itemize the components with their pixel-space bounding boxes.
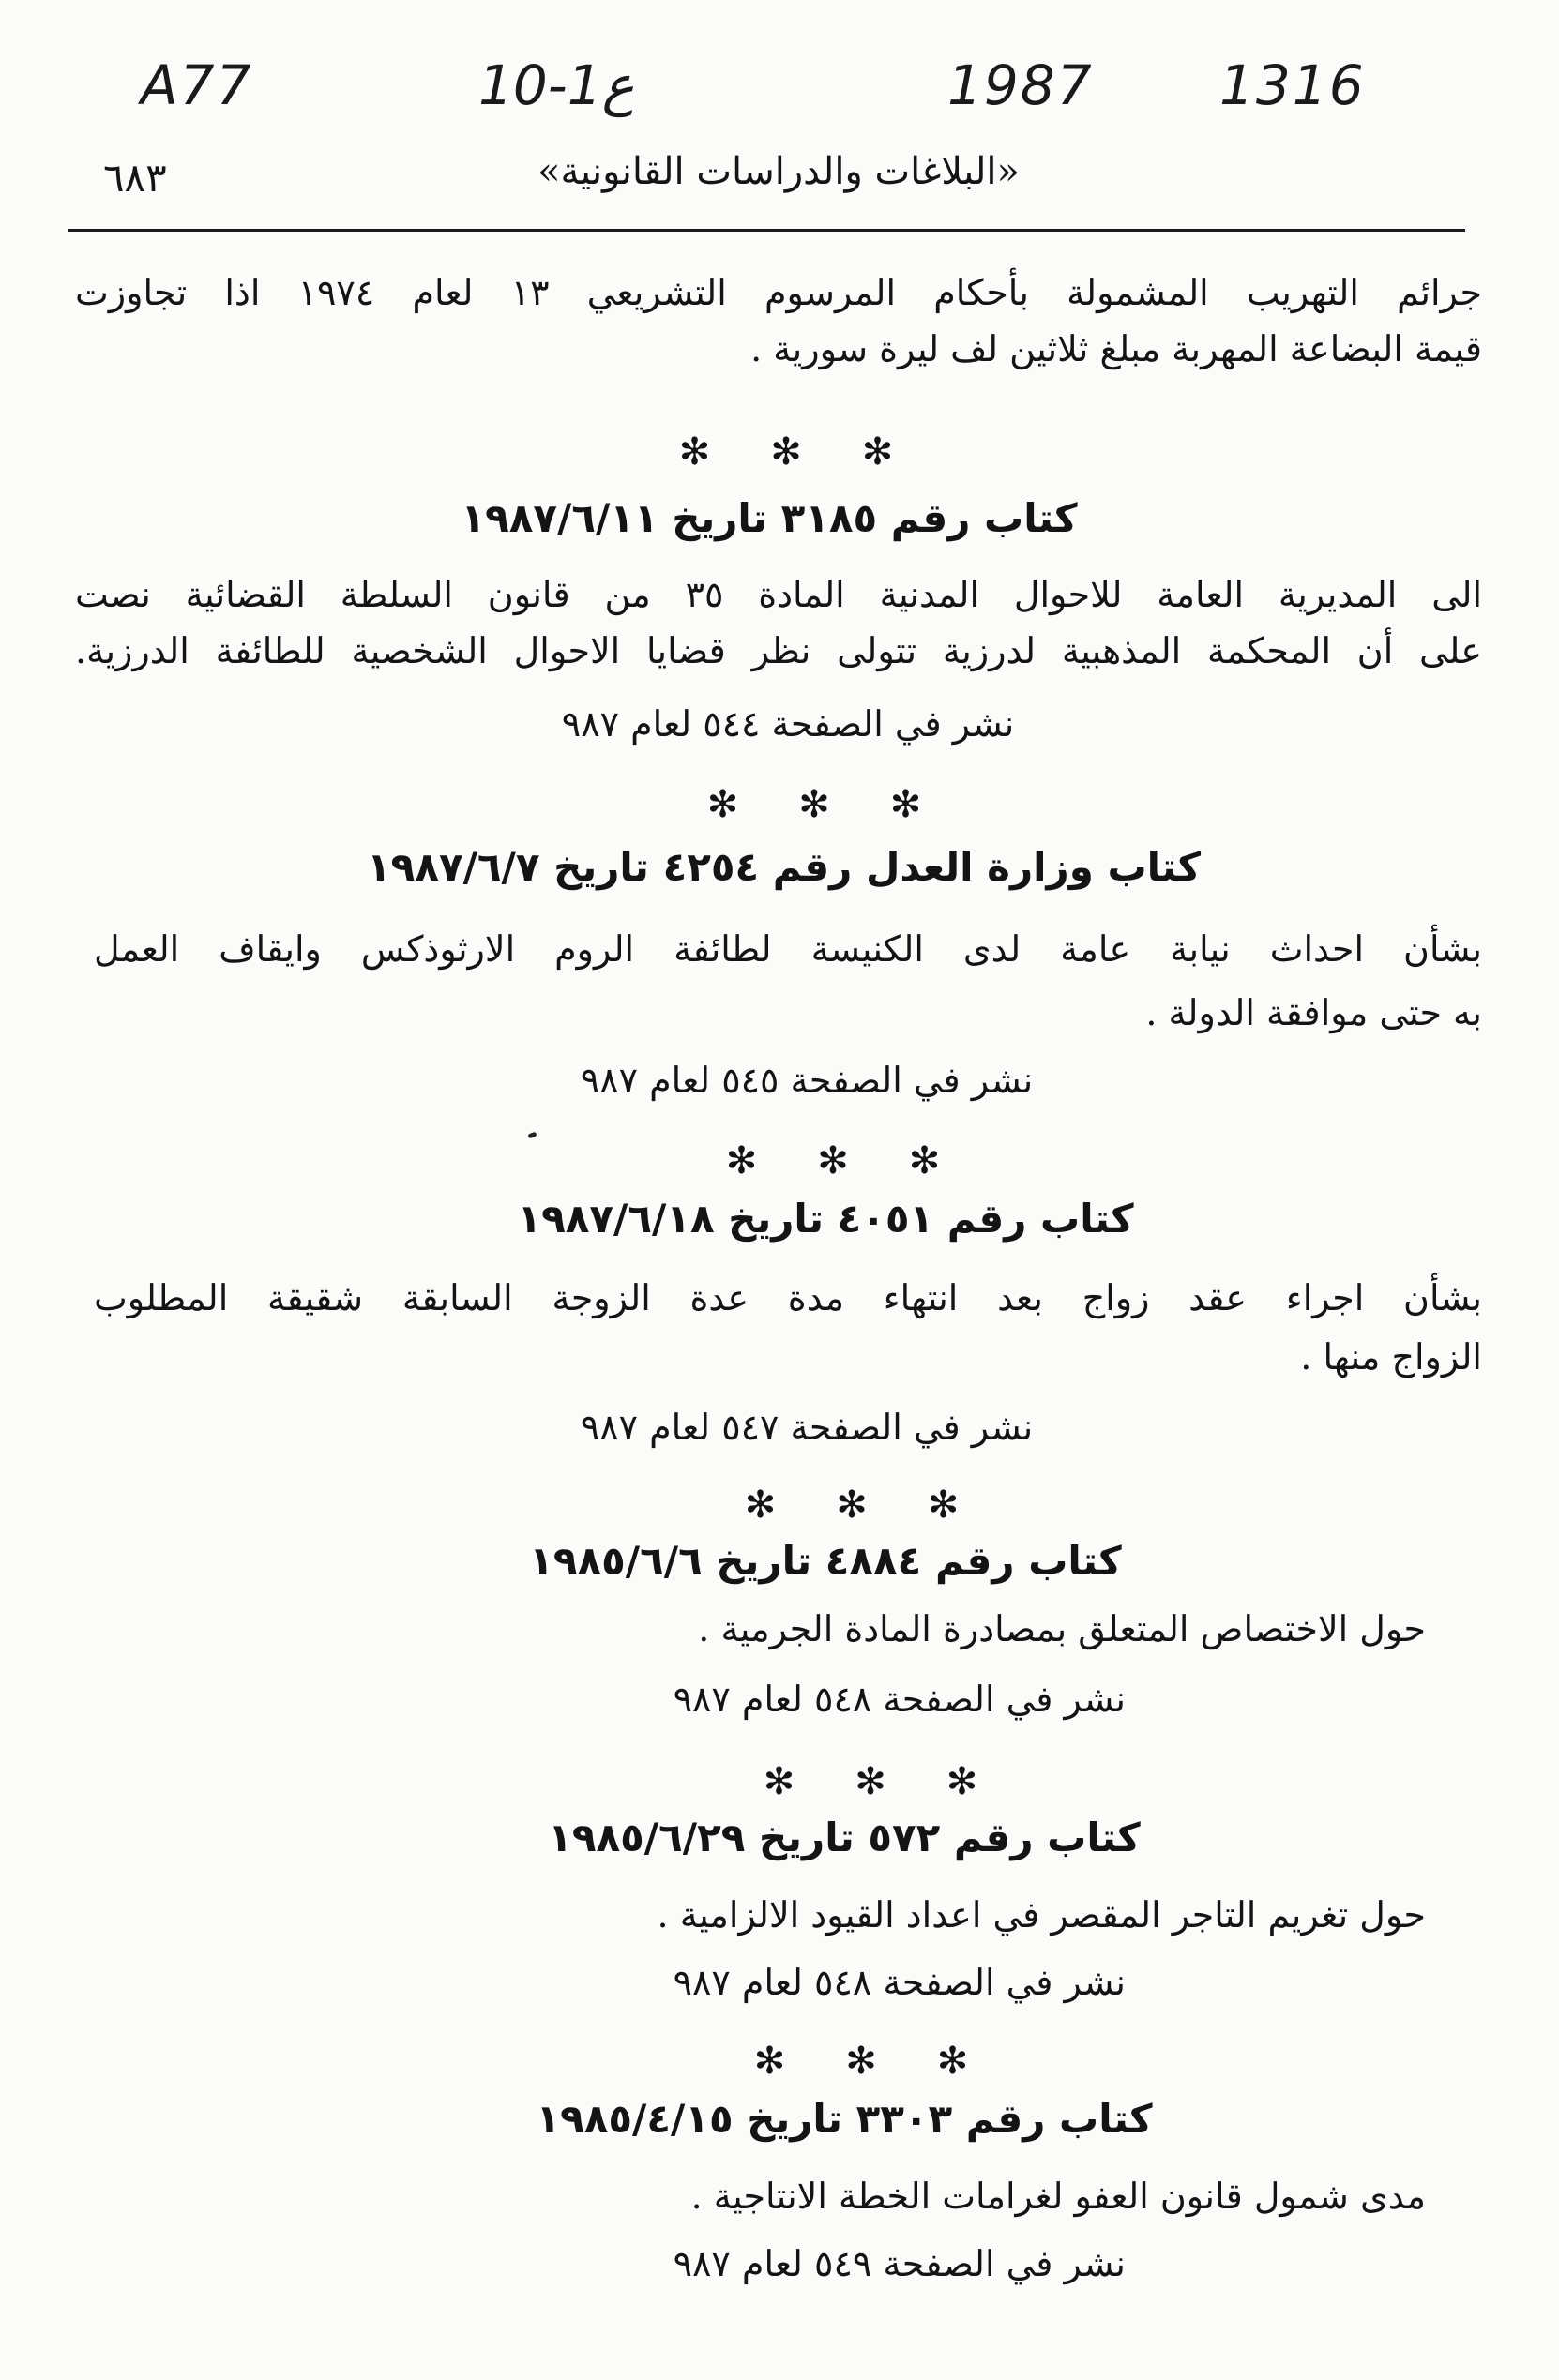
- entry-published-note: نشر في الصفحة ٥٤٩ لعام ٩٨٧: [673, 2243, 1126, 2284]
- entry-body-line: الزواج منها .: [1300, 1336, 1482, 1378]
- entry-body-line: به حتى موافقة الدولة .: [1145, 992, 1482, 1033]
- entry-published-note: نشر في الصفحة ٥٤٨ لعام ٩٨٧: [673, 1679, 1126, 1720]
- entry-heading: كتاب رقم ٣٣٠٣ تاريخ ١٩٨٥/٤/١٥: [536, 2096, 1153, 2142]
- entry-published-note: نشر في الصفحة ٥٤٧ لعام ٩٨٧: [580, 1407, 1034, 1448]
- entry-heading: كتاب رقم ٤٠٥١ تاريخ ١٩٨٧/٦/١٨: [517, 1196, 1134, 1242]
- entry-heading: كتاب رقم ٥٧٢ تاريخ ١٩٨٥/٦/٢٩: [548, 1815, 1141, 1860]
- entry-published-note: نشر في الصفحة ٥٤٥ لعام ٩٨٧: [580, 1060, 1034, 1101]
- running-header-title: «البلاغات والدراسات القانونية»: [537, 150, 1020, 193]
- separator-stars: ✻✻✻: [744, 1484, 1020, 1527]
- handwritten-ref-b: 10-1ع: [478, 53, 635, 117]
- separator-stars: ✻✻✻: [753, 2040, 1029, 2083]
- handwritten-ref-a: A77: [141, 53, 253, 117]
- entry-heading: كتاب رقم ٤٨٨٤ تاريخ ١٩٨٥/٦/٦: [529, 1538, 1122, 1584]
- entry-body-line: حول الاختصاص المتعلق بمصادرة المادة الجرمية .: [698, 1608, 1426, 1649]
- separator-stars: ✻✻✻: [763, 1760, 1038, 1803]
- handwritten-ref-c: 1316: [1219, 53, 1366, 117]
- entry-published-note: نشر في الصفحة ٥٤٤ لعام ٩٨٧: [561, 703, 1015, 745]
- entry-published-note: نشر في الصفحة ٥٤٨ لعام ٩٨٧: [673, 1962, 1126, 2003]
- separator-stars: ✻✻✻: [678, 430, 954, 474]
- separator-stars: ✻✻✻: [725, 1139, 1001, 1182]
- page-number: ٦٨٣: [103, 155, 167, 201]
- entry-body-line: على أن المحكمة المذهبية لدرزية تتولى نظر قضايا الاحوال الشخصية للطائفة الدرزية.: [75, 630, 1482, 671]
- intro-line-2: قيمة البضاعة المهربة مبلغ ثلاثين لف ليرة سورية .: [750, 328, 1482, 369]
- entry-heading: كتاب رقم ٣١٨٥ تاريخ ١٩٨٧/٦/١١: [461, 495, 1078, 541]
- separator-stars: ✻✻✻: [706, 783, 982, 826]
- entry-body-line: بشأن احداث نيابة عامة لدى الكنيسة لطائفة الروم الارثوذكس وايقاف العمل: [94, 928, 1482, 970]
- entry-body-line: مدى شمول قانون العفو لغرامات الخطة الانتاجية .: [690, 2176, 1426, 2217]
- intro-line-1: جرائم التهريب المشمولة بأحكام المرسوم التشريعي ١٣ لعام ١٩٧٤ اذا تجاوزت: [75, 272, 1482, 313]
- entry-body-line: حول تغريم التاجر المقصر في اعداد القيود الالزامية .: [657, 1894, 1426, 1936]
- entry-body-line: بشأن اجراء عقد زواج بعد انتهاء مدة عدة الزوجة السابقة شقيقة المطلوب: [94, 1277, 1482, 1318]
- header-rule: [68, 229, 1465, 232]
- handwritten-year: 1987: [947, 53, 1094, 117]
- entry-body-line: الى المديرية العامة للاحوال المدنية المادة ٣٥ من قانون السلطة القضائية نصت: [75, 574, 1483, 615]
- scan-speck: [527, 1132, 537, 1139]
- entry-heading: كتاب وزارة العدل رقم ٤٢٥٤ تاريخ ١٩٨٧/٦/٧: [367, 844, 1201, 890]
